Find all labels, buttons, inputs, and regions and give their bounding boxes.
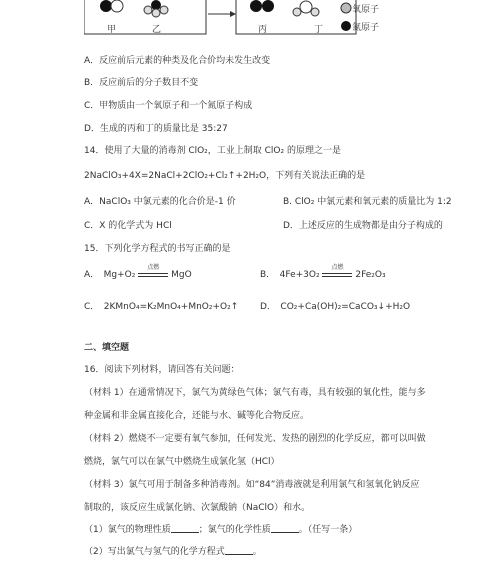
- q15-option-c: C． 2KMnO₄=K₂MnO₄+MnO₂+O₂↑: [84, 302, 239, 312]
- q16-material2-line2: 燃烧，氯气可以在氯气中燃烧生成氯化氢（HCl）: [84, 457, 280, 467]
- q14-option-b: B. ClO₂ 中氯元素和氧元素的质量比为 1:2: [283, 197, 452, 207]
- q15-option-a: [84, 263, 192, 281]
- q16-sub1: [84, 524, 357, 536]
- q14-option-d: D．上述反应的生成物都是由分子构成的: [283, 221, 443, 231]
- label-yi: 乙: [152, 25, 162, 35]
- period: 。: [252, 547, 262, 557]
- oxygen-atom-icon: [111, 0, 123, 12]
- q16-sub1-prompt-a: （1）氯气的物理性质: [84, 525, 171, 535]
- legend-oxygen-icon: [341, 3, 351, 13]
- q16-material3-line1: （材料 3）氯气可用于制备多种消毒剂。如“84”消毒液就是利用氯气和氢氧化钠反应: [84, 480, 420, 490]
- hydrogen-atom-icon: [152, 9, 160, 17]
- hydrogen-atom-icon: [311, 8, 319, 16]
- q16-material1-line2: 种金属和非金属直接化合，还能与水、碱等化合物反应。: [84, 411, 310, 421]
- nitrogen-atom-icon: [100, 0, 112, 12]
- q14-equation-text: 2NaClO₃+4X=2NaCl+2ClO₂+Cl₂↑+2H₂O: [84, 171, 267, 181]
- q14-stem: 14．使用了大量的消毒剂 ClO₂，工业上制取 ClO₂ 的原理之一是: [84, 146, 341, 156]
- section-title: 二、填空题: [84, 343, 130, 353]
- hydrogen-atom-icon: [293, 8, 301, 16]
- q14-option-c: C．X 的化学式为 HCl: [84, 221, 172, 231]
- q16-stem: 16．阅读下列材料，请回答有关问题：: [84, 365, 240, 375]
- hydrogen-atom-icon: [144, 6, 152, 14]
- q15-b-condition: 点燃: [331, 263, 344, 271]
- q16-sub2-prompt: （2）写出氯气与氢气的化学方程式: [84, 547, 225, 557]
- nitrogen-atom-icon: [262, 0, 274, 12]
- q13-option-a: A．反应前后元素的种类及化合价均未发生改变: [84, 56, 271, 66]
- nitrogen-atom-icon: [250, 0, 262, 12]
- legend-nitrogen-label: 氮原子: [352, 23, 380, 33]
- label-jia: 甲: [107, 25, 117, 35]
- q15-b-right: 2Fe₂O₃: [355, 270, 386, 280]
- reaction-diagram: [84, 0, 384, 40]
- q15-option-b: [260, 263, 386, 281]
- answer-blank[interactable]: [225, 546, 253, 555]
- q16-sub1-prompt-b: ；氯气的化学性质: [198, 525, 271, 535]
- q15-a-condition: 点燃: [147, 263, 160, 271]
- q15-a-right: MgO: [171, 270, 192, 280]
- label-ding: 丁: [314, 25, 324, 35]
- q14-equation: [84, 170, 365, 182]
- legend-nitrogen-icon: [341, 21, 351, 31]
- answer-blank[interactable]: [171, 524, 199, 533]
- q16-material2-line1: （材料 2）燃烧不一定要有氧气参加，任何发光、发热的剧烈的化学反应，都可以叫做: [84, 434, 426, 444]
- q14-equation-suffix: ，下列有关说法正确的是: [266, 171, 366, 181]
- q16-material3-line2: 制取的，该反应生成氯化钠、次氯酸钠（NaClO）和水。: [84, 503, 311, 513]
- q16-sub1-prompt-c: 。（任写一条）: [298, 525, 358, 535]
- q15-a-left: A． Mg+O₂: [84, 270, 136, 280]
- q14-option-a: A．NaClO₃ 中氯元素的化合价是-1 价: [84, 197, 236, 207]
- hydrogen-atom-icon: [160, 6, 168, 14]
- q15-option-d: D． CO₂+Ca(OH)₂=CaCO₃↓+H₂O: [260, 302, 411, 312]
- legend-oxygen-label: 氧原子: [352, 5, 380, 15]
- equals-sign-icon: [138, 263, 168, 279]
- answer-blank[interactable]: [271, 524, 299, 533]
- q16-material1-line1: （材料 1）在通常情况下，氯气为黄绿色气体；氯气有毒，具有较强的氧化性，能与多: [84, 388, 426, 398]
- q13-option-d: D．生成的丙和丁的质量比是 35:27: [84, 124, 228, 134]
- q13-option-c: C．甲物质由一个氧原子和一个氮原子构成: [84, 101, 253, 111]
- label-bing: 丙: [258, 25, 268, 35]
- q15-b-left: B． 4Fe+3O₂: [260, 270, 320, 280]
- q13-option-b: B．反应前后的分子数目不变: [84, 78, 199, 88]
- equals-sign-icon: [322, 263, 352, 279]
- q16-sub2: [84, 546, 262, 558]
- q15-stem: 15．下列化学方程式的书写正确的是: [84, 244, 231, 254]
- oxygen-atom-icon: [300, 1, 312, 13]
